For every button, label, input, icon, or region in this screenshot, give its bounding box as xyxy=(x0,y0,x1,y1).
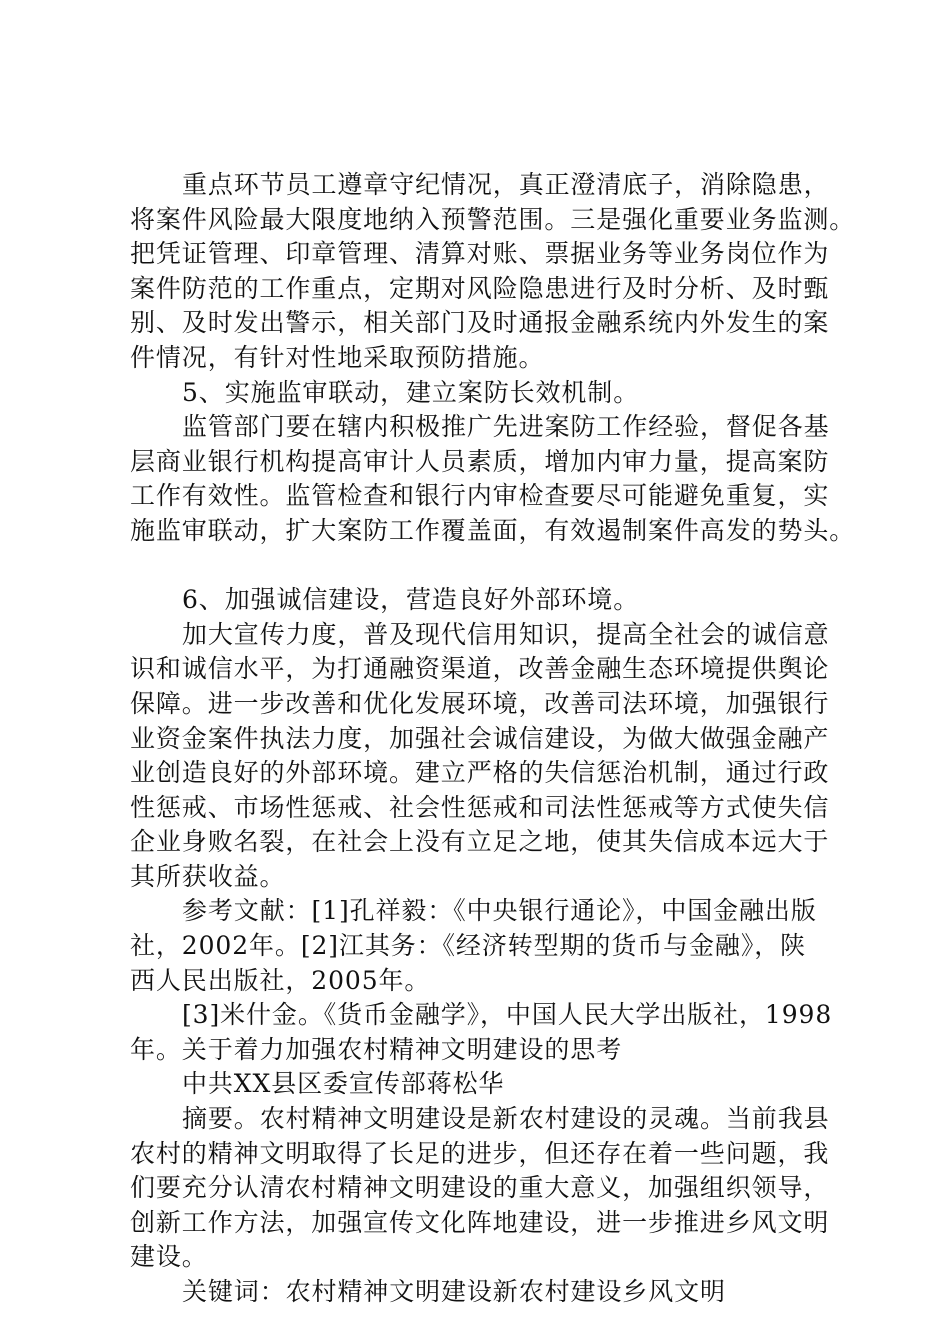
document-body xyxy=(130,168,856,1310)
paragraph-line: 性惩戒、市场性惩戒、社会性惩戒和司法性惩戒等方式使失信 xyxy=(130,792,830,822)
paragraph-line: 施监审联动，扩大案防工作覆盖面，有效遏制案件高发的势头。 xyxy=(130,515,856,545)
paragraph-line: 层商业银行机构提高审计人员素质，增加内审力量，提高案防 xyxy=(130,446,830,476)
abstract-line: 创新工作方法，加强宣传文化阵地建设，进一步推进乡风文明 xyxy=(130,1207,830,1237)
paragraph-line: 业创造良好的外部环境。建立严格的失信惩治机制，通过行政 xyxy=(130,758,830,788)
references-line: [3]米什金。《货币金融学》，中国人民大学出版社，1998 xyxy=(182,1000,833,1030)
paragraph-line: 加大宣传力度，普及现代信用知识，提高全社会的诚信意 xyxy=(182,619,830,649)
author-line: 中共XX县区委宣传部蒋松华 xyxy=(182,1069,505,1099)
paragraph-line: 保障。进一步改善和优化发展环境，改善司法环境，加强银行 xyxy=(130,688,830,718)
paragraph-line: 企业身败名裂，在社会上没有立足之地，使其失信成本远大于 xyxy=(130,827,830,857)
blank-line xyxy=(130,549,830,584)
paragraph-line: 将案件风险最大限度地纳入预警范围。三是强化重要业务监测。 xyxy=(130,204,856,234)
paragraph-line: 监管部门要在辖内积极推广先进案防工作经验，督促各基 xyxy=(182,412,830,442)
keywords-line: 关键词：农村精神文明建设新农村建设乡风文明 xyxy=(182,1277,726,1306)
paragraph-line: 件情况，有针对性地采取预防措施。 xyxy=(130,342,545,372)
paragraph-line: 别、及时发出警示，相关部门及时通报金融系统内外发生的案 xyxy=(130,308,830,338)
paragraph-line: 业资金案件执法力度，加强社会诚信建设，为做大做强金融产 xyxy=(130,723,830,753)
abstract-line: 农村的精神文明取得了长足的进步，但还存在着一些问题，我 xyxy=(130,1138,830,1168)
abstract-line: 摘要。农村精神文明建设是新农村建设的灵魂。当前我县 xyxy=(182,1104,830,1134)
references-line: 社，2002年。[2]江其务：《经济转型期的货币与金融》，陕 xyxy=(130,931,807,961)
paragraph-line: 案件防范的工作重点，定期对风险隐患进行及时分析、及时甄 xyxy=(130,273,830,303)
paragraph-line: 识和诚信水平，为打通融资渠道，改善金融生态环境提供舆论 xyxy=(130,654,830,684)
paragraph-line: 其所获收益。 xyxy=(130,861,286,891)
references-line: 西人民出版社，2005年。 xyxy=(130,965,431,995)
paragraph-line: 把凭证管理、印章管理、清算对账、票据业务等业务岗位作为 xyxy=(130,239,830,269)
references-line: 参考文献：[1]孔祥毅：《中央银行通论》，中国金融出版 xyxy=(182,896,817,926)
article-title-line: 年。关于着力加强农村精神文明建设的思考 xyxy=(130,1034,623,1064)
abstract-line: 们要充分认清农村精神文明建设的重大意义，加强组织领导， xyxy=(130,1173,830,1203)
section-heading: 6、加强诚信建设，营造良好外部环境。 xyxy=(182,585,640,615)
paragraph-line: 工作有效性。监管检查和银行内审检查要尽可能避免重复，实 xyxy=(130,481,830,511)
paragraph-line: 重点环节员工遵章守纪情况，真正澄清底子，消除隐患， xyxy=(182,170,830,199)
abstract-line: 建设。 xyxy=(130,1242,208,1272)
section-heading: 5、实施监审联动，建立案防长效机制。 xyxy=(182,377,640,407)
